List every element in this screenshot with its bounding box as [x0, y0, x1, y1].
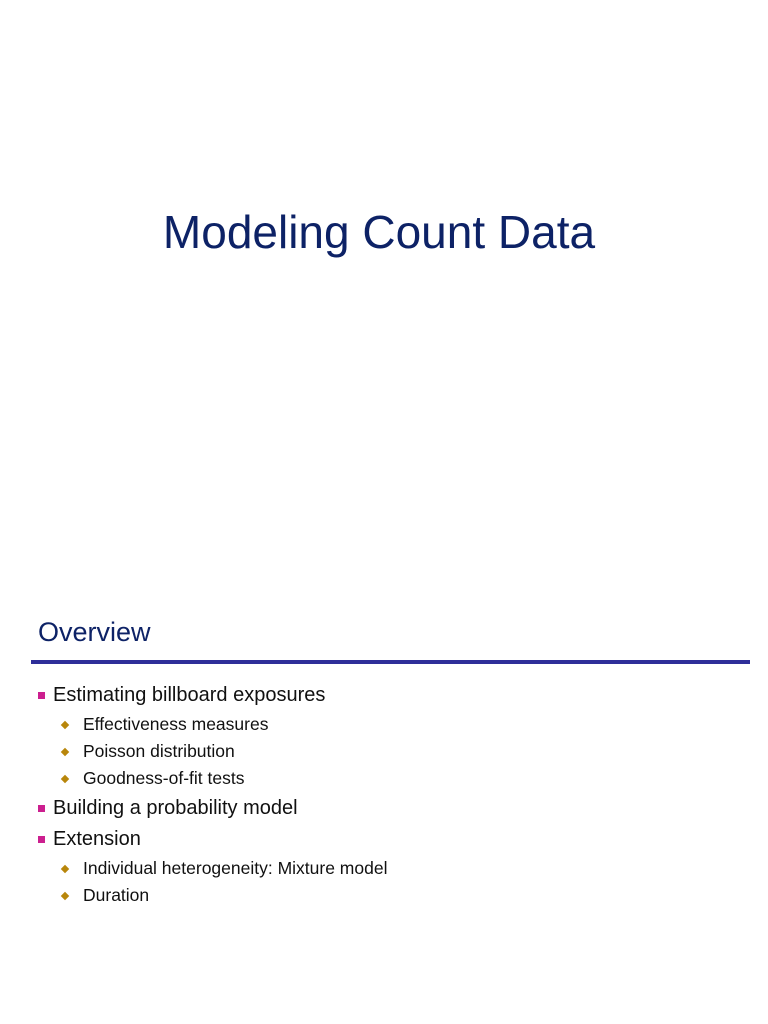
diamond-bullet-icon [61, 748, 69, 756]
square-bullet-icon [38, 805, 45, 812]
sub-bullet-item [61, 713, 268, 735]
diamond-bullet-icon [61, 721, 69, 729]
overview-heading: Overview [38, 617, 151, 647]
diamond-bullet-icon [61, 865, 69, 873]
bullet-item [38, 682, 325, 708]
bullet-text: Building a probability model [53, 797, 298, 819]
sub-bullet-item [61, 884, 149, 906]
sub-bullet-item [61, 857, 387, 879]
sub-bullet-item [61, 740, 235, 762]
sub-bullet-text: Individual heterogeneity: Mixture model [83, 858, 388, 878]
square-bullet-icon [38, 836, 45, 843]
sub-bullet-text: Duration [83, 885, 150, 905]
sub-bullet-text: Goodness-of-fit tests [83, 768, 245, 788]
bullet-item [38, 826, 141, 852]
bullet-text: Estimating billboard exposures [53, 684, 326, 706]
square-bullet-icon [38, 692, 45, 699]
slide-title: Modeling Count Data [162, 206, 596, 258]
bullet-text: Extension [53, 828, 141, 850]
bullet-item [38, 795, 298, 821]
sub-bullet-text: Poisson distribution [83, 741, 235, 761]
overview-divider [31, 660, 750, 664]
sub-bullet-item [61, 767, 244, 789]
sub-bullet-text: Effectiveness measures [83, 714, 269, 734]
diamond-bullet-icon [61, 892, 69, 900]
diamond-bullet-icon [61, 775, 69, 783]
